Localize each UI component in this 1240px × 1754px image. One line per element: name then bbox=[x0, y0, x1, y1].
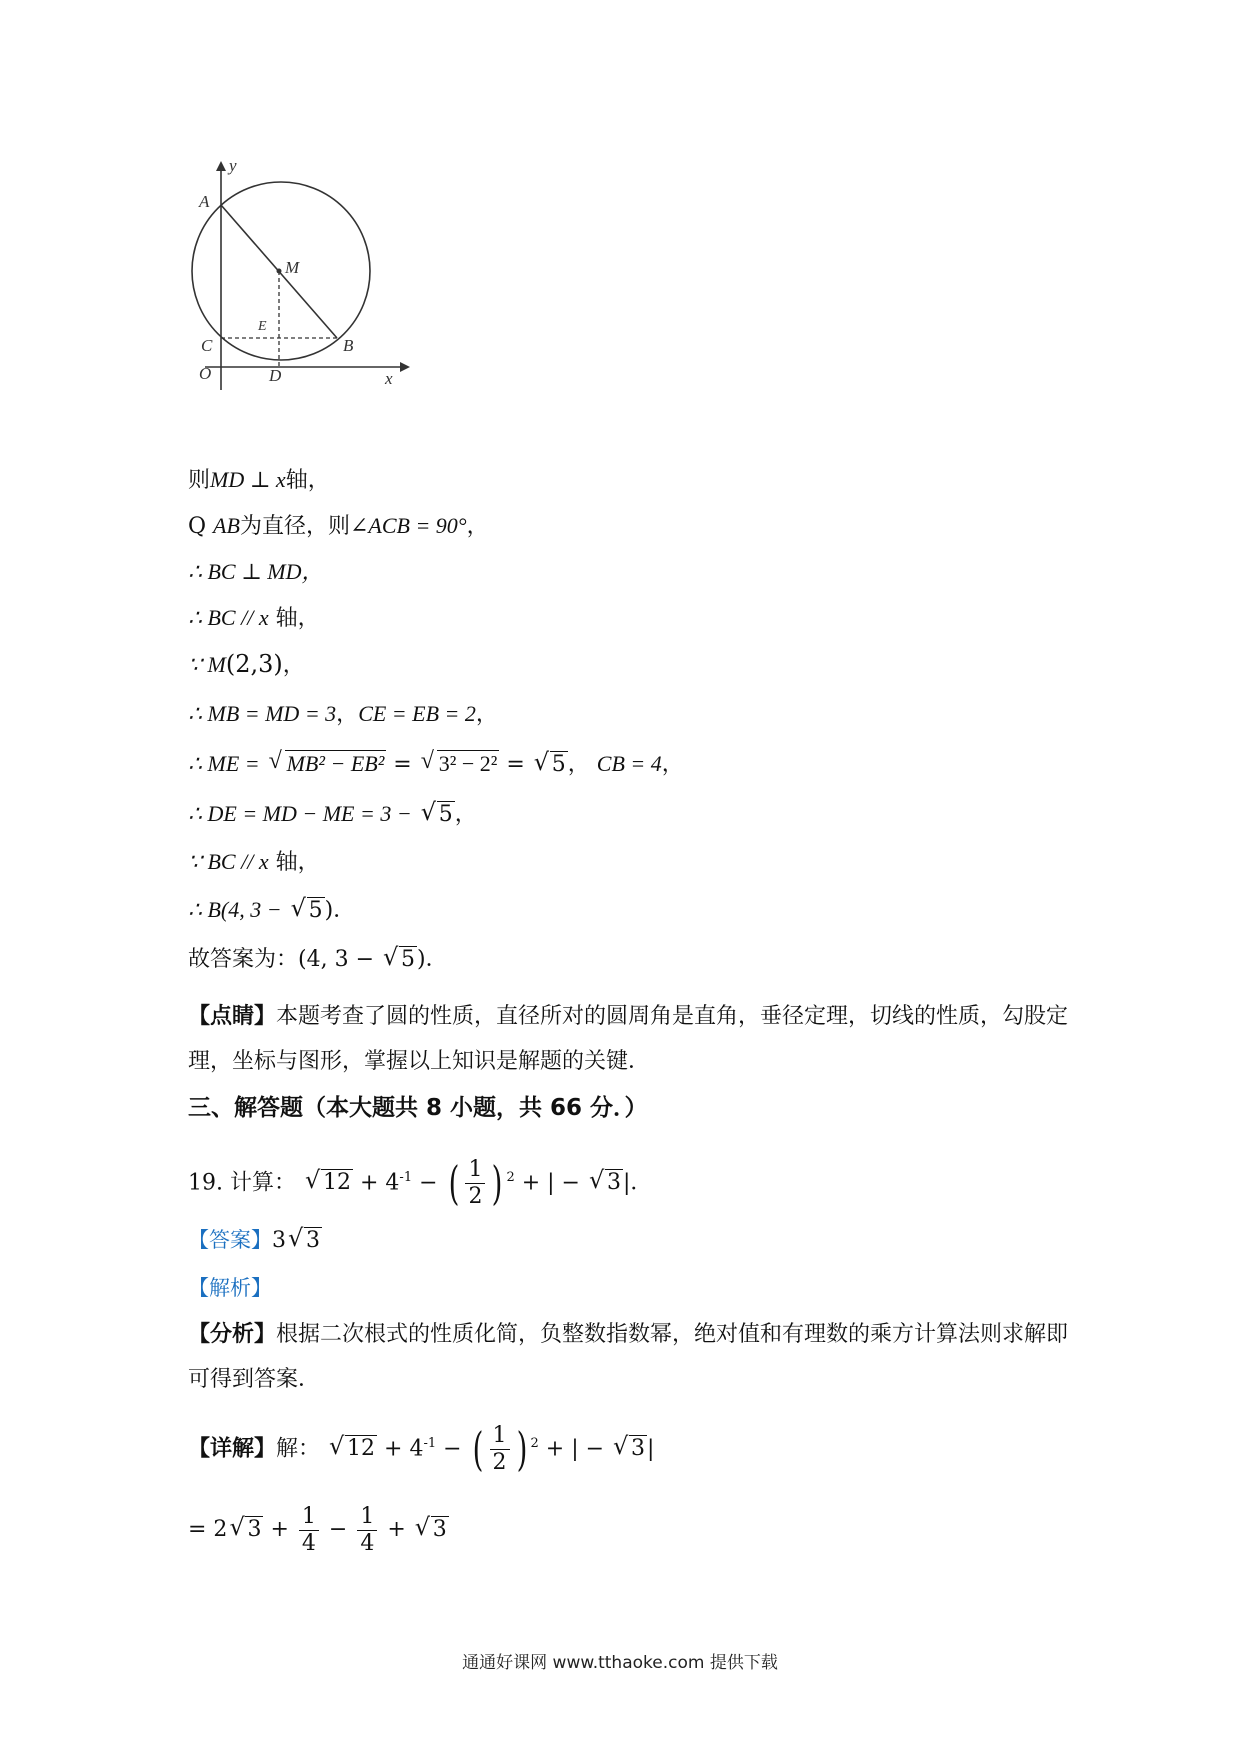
y-axis-arrow bbox=[216, 161, 226, 171]
circle-geometry-figure bbox=[199, 156, 455, 437]
question-19: 19. 计算： √ $12 + 4^{-1}$ − ( $\frac{1}{2}$ ) $^2$ + | − √ 3|． bbox=[188, 1148, 652, 1213]
solution-line-6: ∴ MB = MD = 3，CE = EB = 2， bbox=[188, 701, 498, 727]
solution-line-3: ∴ BC ⊥ MD， bbox=[188, 559, 324, 584]
radical: √ 3 bbox=[415, 1500, 449, 1560]
radical: √ 5 bbox=[534, 749, 568, 781]
fraction: $\frac{1}{2}$ bbox=[465, 1157, 485, 1210]
solution-line-4: ∴ BC // x 轴， bbox=[188, 605, 320, 631]
label-m: M bbox=[285, 258, 300, 277]
analysis-line-2: 可得到答案． bbox=[188, 1367, 321, 1392]
fraction: $\frac{1}{2}$ bbox=[490, 1423, 510, 1476]
solution-line-8: ∴ DE = MD − ME = 3 − √ 5， bbox=[188, 798, 477, 831]
solution-line-1: 则MD ⊥ x轴， bbox=[188, 467, 330, 493]
radical: √ 3 bbox=[589, 1153, 623, 1213]
solution-line-7: ∴ ME = √ MB² − EB² = √ 3² − 2² = √ 5， CB = 4， bbox=[188, 748, 684, 781]
label-o: O bbox=[199, 364, 212, 383]
label-a: A bbox=[199, 192, 210, 211]
radical: √ 3 bbox=[229, 1500, 263, 1560]
page-footer: 通通好课网 www.tthaoke.com 提供下载 bbox=[462, 1653, 778, 1673]
section-heading: 三、解答题（本大题共 8 小题，共 66 分．） bbox=[188, 1095, 648, 1121]
x-axis-arrow bbox=[400, 362, 410, 372]
radical: √ 5 bbox=[291, 895, 325, 927]
solution-line-2: Q AB为直径，则∠ACB = 90°， bbox=[188, 513, 489, 539]
radical: √ 3² − 2² bbox=[421, 748, 500, 780]
fraction: $\frac{1}{4}$ bbox=[299, 1504, 319, 1557]
radical: √ 3 bbox=[288, 1225, 322, 1257]
radical: √ 5 bbox=[421, 799, 455, 831]
radical: √ 12 bbox=[329, 1419, 377, 1479]
dianjing-line-1: 【点睛】本题考查了圆的性质，直径所对的圆周角是直角，垂径定理，切线的性质，勾股定 bbox=[188, 1003, 1069, 1029]
radical: √ 12 bbox=[305, 1153, 353, 1213]
radical: √ 3 bbox=[613, 1419, 647, 1479]
label-d: D bbox=[269, 366, 282, 385]
solution-line-11: 故答案为：(4, 3 − √ 5)． bbox=[188, 944, 448, 976]
label-e: E bbox=[258, 319, 267, 334]
step-line: = 2√ 3 + $\frac{1}{4}$ − $\frac{1}{4}$ + √ 3 bbox=[188, 1500, 449, 1560]
label-x: x bbox=[385, 369, 393, 388]
radical: √ MB² − EB² bbox=[269, 748, 387, 780]
point-m bbox=[277, 269, 282, 274]
label-y: y bbox=[229, 156, 237, 175]
dianjing-line-2: 理，坐标与图形，掌握以上知识是解题的关键． bbox=[188, 1049, 651, 1074]
analysis-line-1: 【分析】根据二次根式的性质化简，负整数指数幂，绝对值和有理数的乘方计算法则求解即 bbox=[188, 1321, 1069, 1347]
detail-line: 【详解】解： √ $12 + 4^{-1}$ − ( $\frac{1}{2}$ ) $^2$ + | − √ 3| bbox=[188, 1414, 654, 1479]
label-c: C bbox=[201, 336, 213, 355]
solution-line-9: ∵ BC // x 轴， bbox=[188, 849, 320, 875]
solution-line-5: ∵ M(2,3)， bbox=[188, 650, 305, 678]
solution-line-10: ∴ B(4, 3 − √ 5)． bbox=[188, 894, 355, 927]
answer-line: 【答案】3√ 3 bbox=[188, 1224, 322, 1257]
analysis-label: 【解析】 bbox=[188, 1276, 272, 1300]
label-b: B bbox=[343, 336, 354, 355]
fraction: $\frac{1}{4}$ bbox=[357, 1504, 377, 1557]
radical: √ 5 bbox=[383, 944, 417, 976]
